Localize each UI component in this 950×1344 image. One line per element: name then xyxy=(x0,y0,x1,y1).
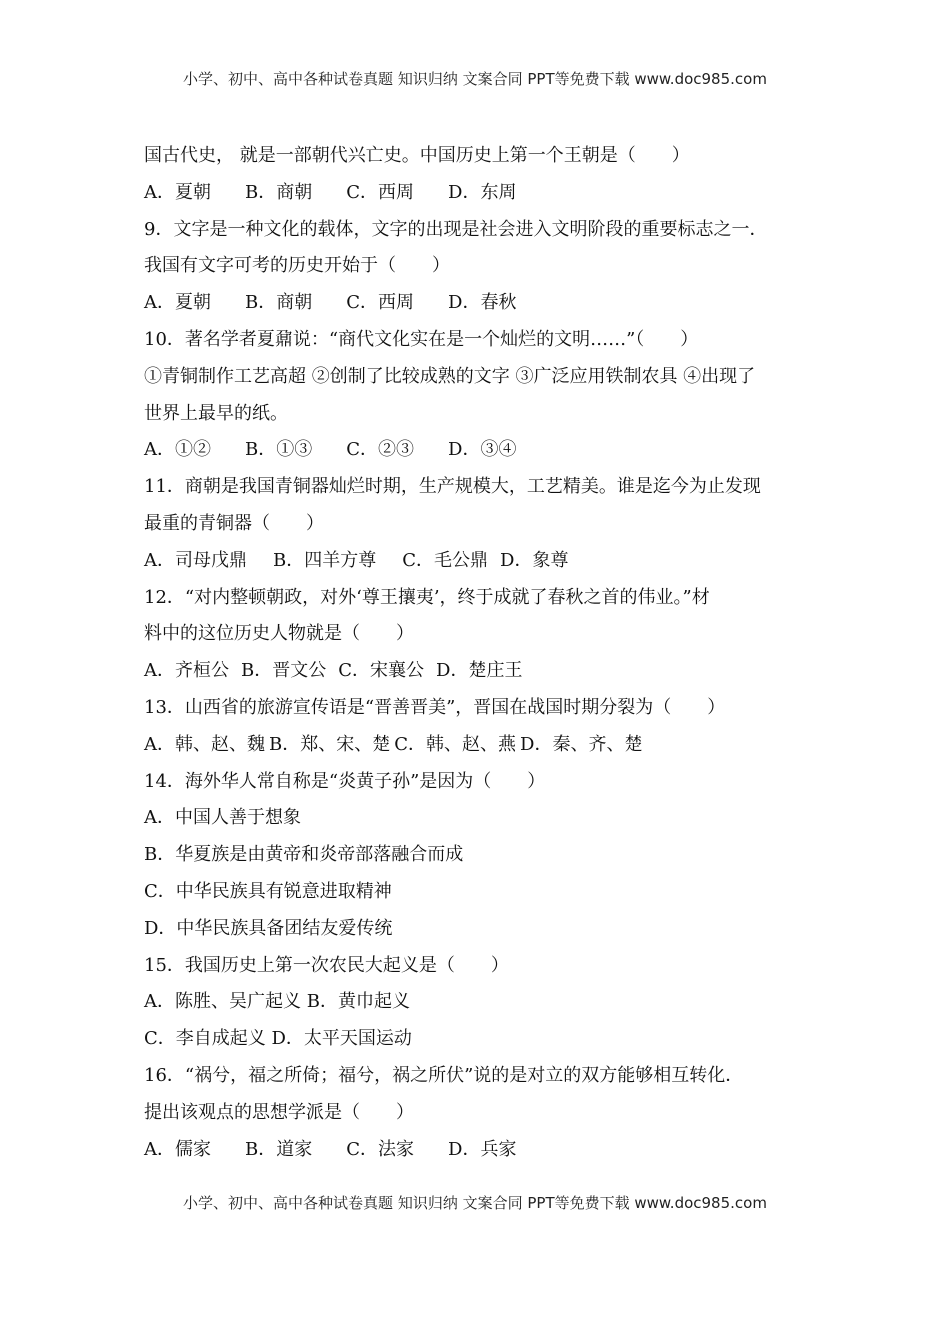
q8-stem: 国古代史， 就是一部朝代兴亡史。中国历史上第一个王朝是（ ） xyxy=(144,145,690,166)
option-d: D．春秋 xyxy=(448,292,517,314)
q16-stem-line1: 16．“祸兮，福之所倚；福兮，祸之所伏”说的是对立的双方能够相互转化． xyxy=(144,1064,744,1086)
option-b: B．郑、宋、楚 xyxy=(269,733,391,755)
option-c: C．②③ xyxy=(346,439,415,461)
option-c: C．韩、赵、燕 xyxy=(394,733,517,755)
q14-option-c: C．中华民族具有锐意进取精神 xyxy=(144,880,392,902)
option-d: D．楚庄王 xyxy=(436,660,523,682)
question-list xyxy=(144,138,814,1168)
q14-option-d: D．中华民族具备团结友爱传统 xyxy=(144,917,393,939)
option-d: D．③④ xyxy=(448,439,517,461)
option-c: C．宋襄公 xyxy=(338,660,425,682)
option-a: A．儒家 xyxy=(144,1138,211,1160)
option-b: B．道家 xyxy=(245,1138,313,1160)
page-header: 小学、初中、高中各种试卷真题 知识归纳 文案合同 PPT等免费下载 www.doc985.com xyxy=(183,70,767,88)
q11-stem-line1: 11．商朝是我国青铜器灿烂时期，生产规模大，工艺精美。谁是迄今为止发现 xyxy=(144,476,761,498)
option-c: C．西周 xyxy=(346,181,415,203)
q15-options-row2: C．李自成起义 D．太平天国运动 xyxy=(144,1028,412,1050)
option-c: C．法家 xyxy=(346,1138,415,1160)
q10-stem-line3: 世界上最早的纸。 xyxy=(144,402,288,424)
option-c: C．西周 xyxy=(346,292,415,314)
q10-options xyxy=(144,432,814,469)
q14-option-a: A．中国人善于想象 xyxy=(144,807,301,829)
option-a: A．①② xyxy=(144,439,211,461)
q15-options-row1: A．陈胜、吴广起义 B．黄巾起义 xyxy=(144,991,410,1013)
q9-stem-line1: 9．文字是一种文化的载体，文字的出现是社会进入文明阶段的重要标志之一． xyxy=(144,218,768,240)
q15-stem: 15．我国历史上第一次农民大起义是（ ） xyxy=(144,954,509,976)
q10-stem-line2: ①青铜制作工艺高超 ②创制了比较成熟的文字 ③广泛应用铁制农具 ④出现了 xyxy=(144,365,756,387)
q10-stem-line1: 10．著名学者夏鼐说：“商代文化实在是一个灿烂的文明……”（ ） xyxy=(144,328,699,350)
q12-options xyxy=(144,653,814,690)
option-d: D．象尊 xyxy=(500,549,569,571)
option-d: D．东周 xyxy=(448,181,517,203)
option-d: D．秦、齐、楚 xyxy=(520,733,643,755)
q11-stem-line2: 最重的青铜器（ ） xyxy=(144,512,324,534)
option-a: A．韩、赵、魏 xyxy=(144,733,265,755)
q13-options xyxy=(144,727,814,764)
option-b: B．晋文公 xyxy=(241,660,327,682)
option-b: B．商朝 xyxy=(245,181,313,203)
q16-stem-line2: 提出该观点的思想学派是（ ） xyxy=(144,1101,414,1123)
q14-stem: 14．海外华人常自称是“炎黄子孙”是因为（ ） xyxy=(144,770,546,792)
q9-stem-line2: 我国有文字可考的历史开始于（ ） xyxy=(144,255,450,277)
option-c: C．毛公鼎 xyxy=(402,549,489,571)
q16-options xyxy=(144,1132,814,1169)
option-a: A．夏朝 xyxy=(144,292,211,314)
q14-option-b: B．华夏族是由黄帝和炎帝部落融合而成 xyxy=(144,844,464,866)
option-b: B．①③ xyxy=(245,439,313,461)
option-a: A．司母戊鼎 xyxy=(144,549,247,571)
option-b: B．商朝 xyxy=(245,292,313,314)
page-footer: 小学、初中、高中各种试卷真题 知识归纳 文案合同 PPT等免费下载 www.doc985.com xyxy=(183,1194,767,1212)
option-d: D．兵家 xyxy=(448,1138,517,1160)
q11-options xyxy=(144,543,814,580)
q12-stem-line2: 料中的这位历史人物就是（ ） xyxy=(144,623,414,645)
q8-options xyxy=(144,175,814,212)
q9-options xyxy=(144,285,814,322)
q12-stem-line1: 12．“对内整顿朝政，对外‘尊王攘夷’，终于成就了春秋之首的伟业。”材 xyxy=(144,586,710,608)
option-a: A．齐桓公 xyxy=(144,660,229,682)
option-a: A．夏朝 xyxy=(144,181,211,203)
q13-stem: 13．山西省的旅游宣传语是“晋善晋美”，晋国在战国时期分裂为（ ） xyxy=(144,696,726,718)
option-b: B．四羊方尊 xyxy=(273,549,377,571)
